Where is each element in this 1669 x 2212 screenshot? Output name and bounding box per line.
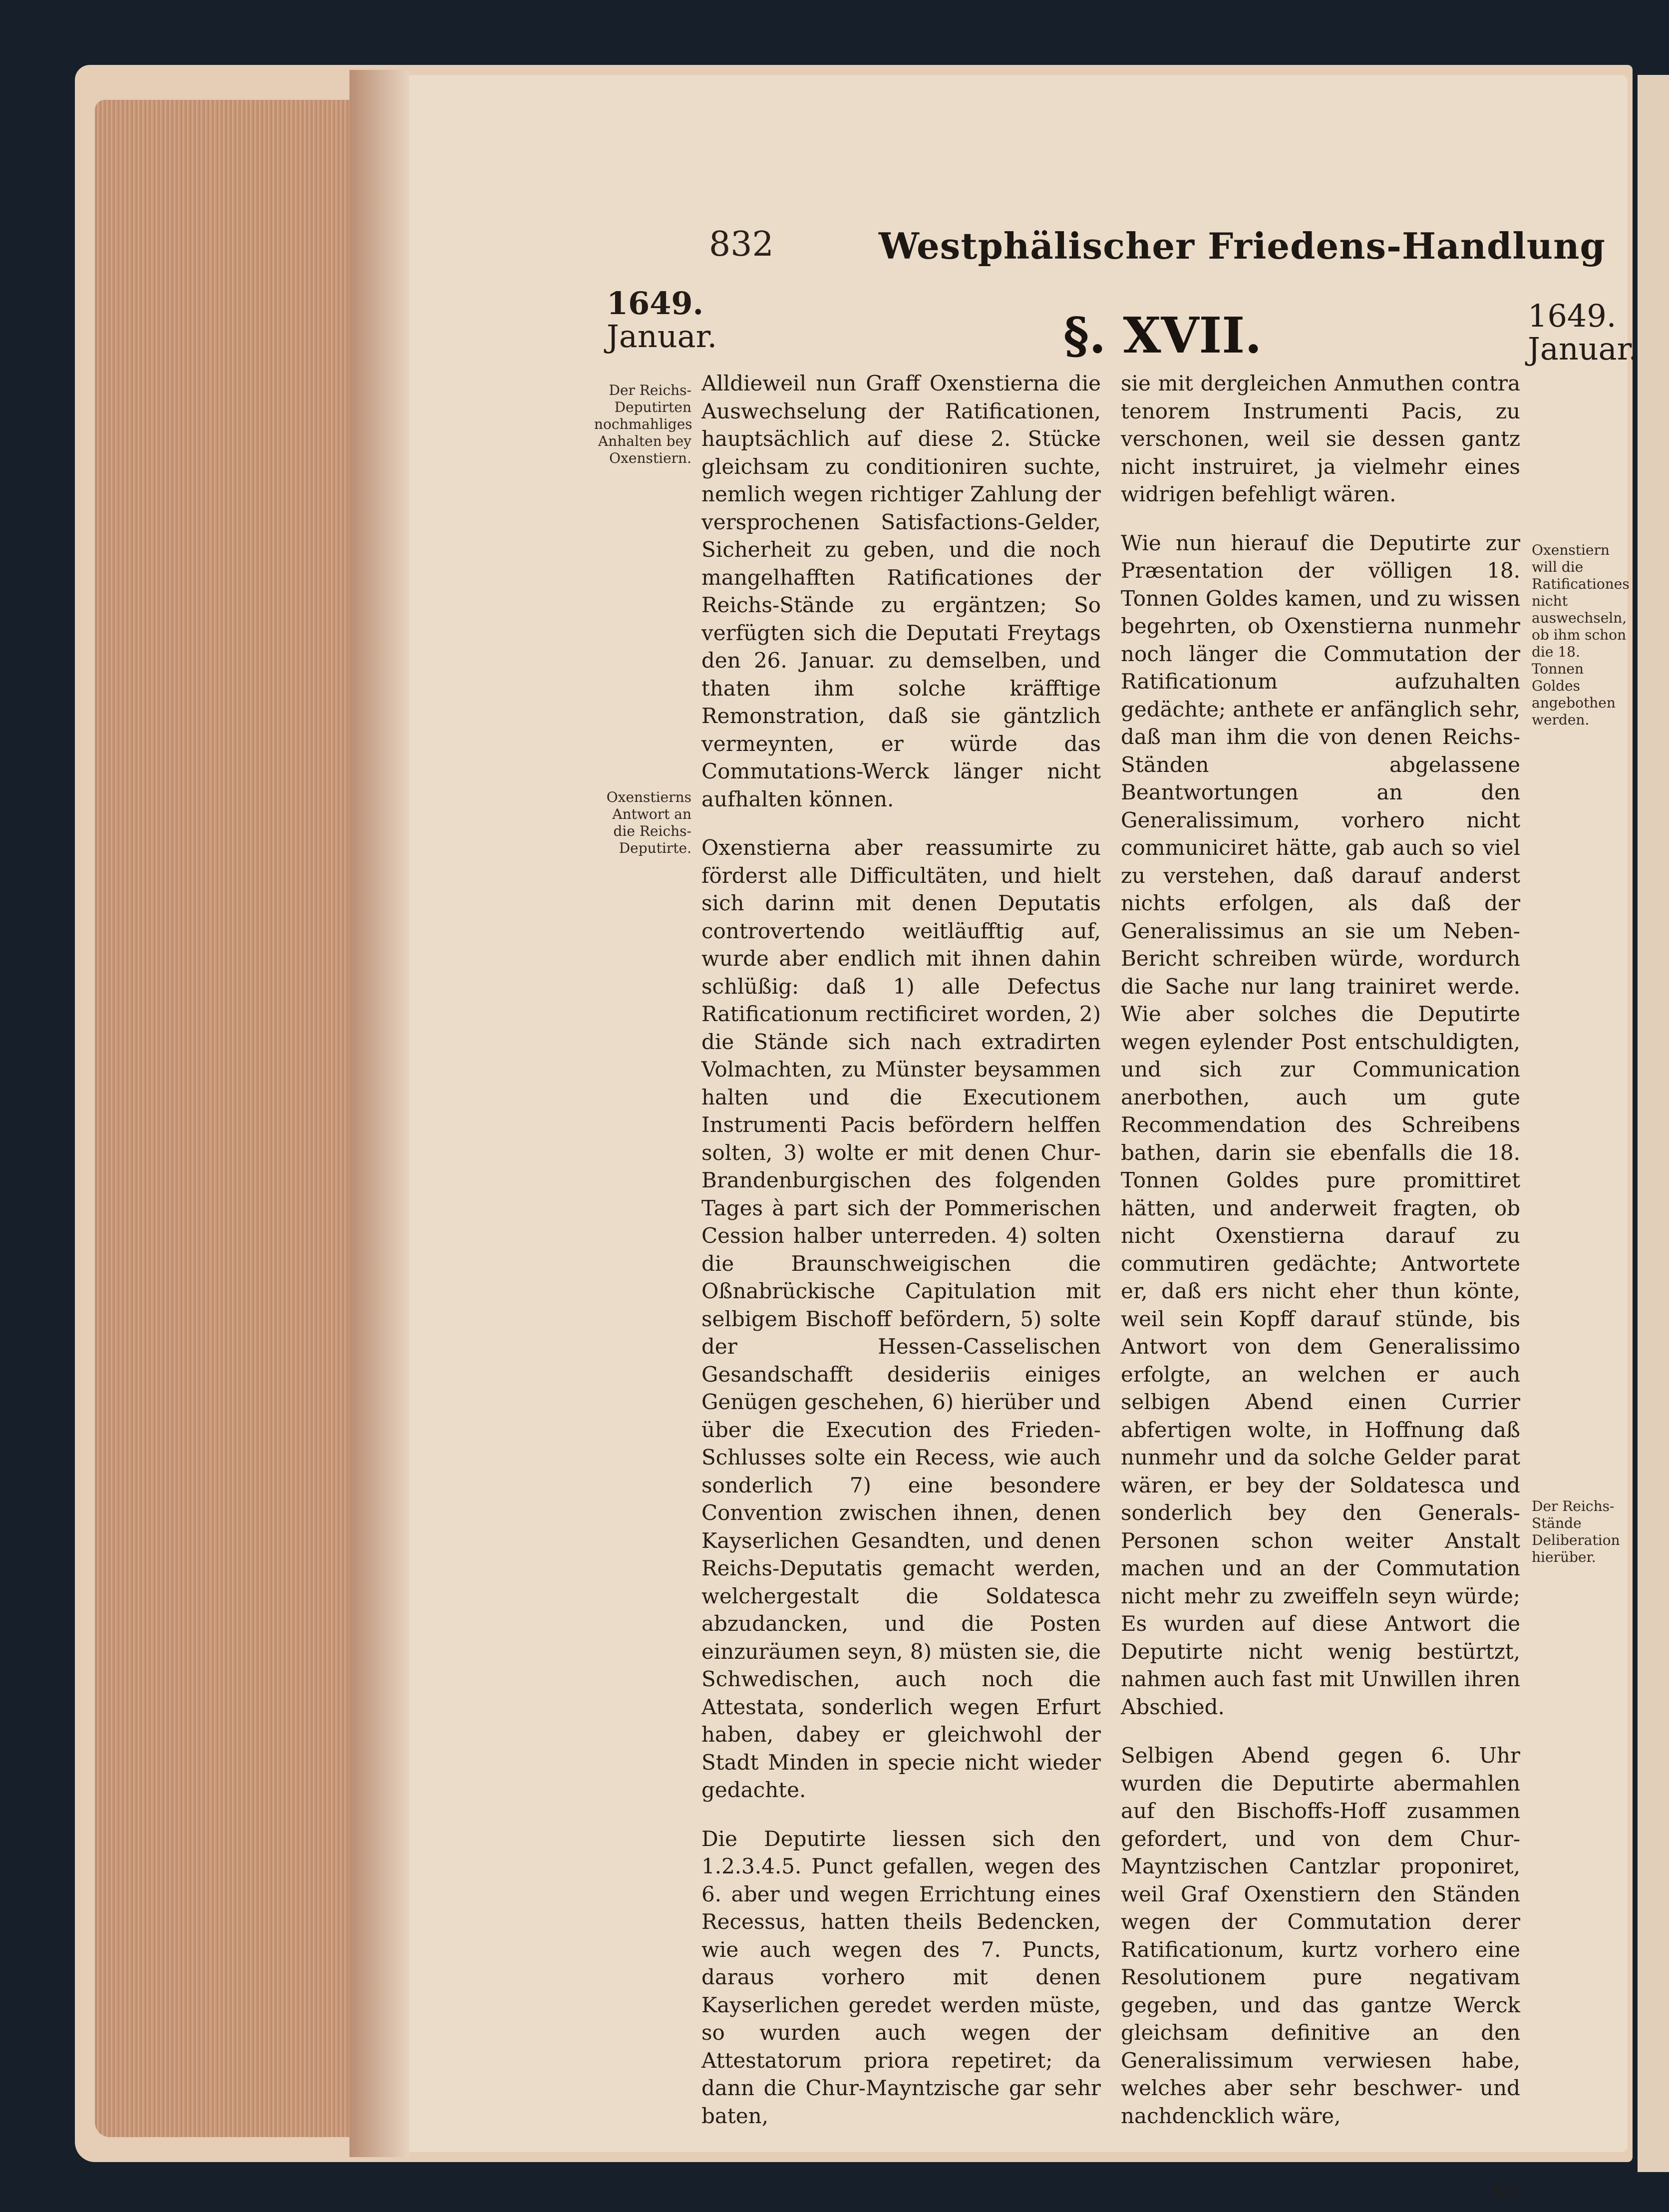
marginal-note: Oxenstierns Antwort an die Reichs-Deputirte. xyxy=(606,789,691,856)
next-page-edge xyxy=(1638,75,1669,2172)
paragraph: sie mit dergleichen Anmuthen contra tenorem Instrumenti Pacis, zu verschonen, weil sie dessen gantz nicht instruiret, ja vielmehr eines widrigen befehligt wären. xyxy=(1121,371,1520,506)
date-left xyxy=(607,287,717,353)
gutter-shadow xyxy=(349,70,409,2157)
book-fore-edge xyxy=(95,100,354,2137)
text-column-right xyxy=(1121,369,1520,2151)
marginal-note: Oxenstiern will die Ratificationes nicht auswechseln, ob ihm schon die 18. Tonnen Goldes angebothen werden. xyxy=(1532,542,1630,728)
text-column-left xyxy=(701,369,1101,2151)
marginal-note: Der Reichs-Deputirten nochmahliges Anhalten bey Oxenstiern. xyxy=(594,382,692,466)
month-right: Januar. xyxy=(1528,331,1639,367)
month-left: Januar. xyxy=(607,318,717,355)
year-left: 1649. xyxy=(607,285,704,322)
running-title: Westphälischer Friedens-Handlung xyxy=(879,225,1606,267)
paragraph: Oxenstierna aber reassumirte zu förderst alle Difficultäten, und hielt sich darinn mit denen Deputatis controvertendo weitläufftig auf, wurde aber endlich mit ihnen dahin schlüßig: daß 1) alle Defectus Ratificationum rectificiret worden, 2) die Stände sich nach extradirten Volmachten, zu Münster beysammen halten und die Executionem Instrumenti Pacis befördern helffen solten, 3) wolte er mit denen Chur-Brandenburgischen des folgenden Tages à part sich der Pommerischen Cession halber unterreden. 4) solten die Braunschweigischen die Oßnabrückische Capitulation mit selbigem Bischoff befördern, 5) solte der Hessen-Casselischen Gesandschafft desideriis einiges Genügen geschehen, 6) hierüber und über die Execution des Frieden-Schlusses solte ein Recess, wie auch sonderlich 7) eine besondere Convention zwischen ihnen, denen Kayserlichen Gesandten, und denen Reichs-Deputatis gemacht werden, welchergestalt die Soldatesca abzudancken, und die Posten einzuräumen seyn, 8) müsten sie, die Schwedischen, auch noch die Attestata, sonderlich wegen Erfurt haben, dabey er gleichwohl der Stadt Minden in specie nicht wieder gedachte. xyxy=(701,835,1101,1802)
paragraph: Wie nun hierauf die Deputirte zur Præsentation der völligen 18. Tonnen Goldes kamen, und zu wissen begehrten, ob Oxenstierna nunmehr noch länger die Commutation der Ratificationum aufzuhalten gedächte; anthete er anfänglich sehr, daß man ihm die von denen Reichs-Ständen abgelassene Beantwortungen an den Generalissimum, vorhero nicht communiciret hätte, gab auch so viel zu verstehen, daß darauf anderst nichts erfolgen, als daß der Generalissimus an sie um Neben-Bericht schreiben würde, wordurch die Sache nur lang trainiret werde. Wie aber solches die Deputirte wegen eylender Post entschuldigten, und sich zur Communication anerbothen, auch um gute Recommendation des Schreibens bathen, darin sie ebenfalls die 18. Tonnen Goldes pure promittiret hätten, und anderweit fragten, ob nicht Oxenstierna darauf zu commutiren gedächte; Antwortete er, daß ers nicht eher thun könte, weil sein Kopff darauf stünde, bis Antwort von dem Generalissimo erfolgte, an welchen er auch selbigen Abend einen Currier abfertigen wolte, in Hoffnung daß nunmehr und da solche Gelder parat wären, er bey der Soldatesca und sonderlich bey den Generals-Personen schon weiter Anstalt machen und an der Commutation nicht mehr zu zweiffeln seyn würde; Es wurden auf diese Antwort die Deputirte nicht wenig bestürtzt, nahmen auch fast mit Unwillen ihren Abschied. xyxy=(1121,530,1520,1719)
section-heading: §. XVII. xyxy=(1063,307,1262,365)
catchword: so xyxy=(1493,2177,1516,2202)
paragraph: Die Deputirte liessen sich den 1.2.3.4.5. Punct gefallen, wegen des 6. aber und wegen Errichtung eines Recessus, hatten theils Bedencken, wie auch wegen des 7. Puncts, daraus vorhero mit denen Kayserlichen geredet werden müste, so wurden auch wegen der Attestatorum priora repetiret; da dann die Chur-Mayntzische gar sehr baten, xyxy=(701,1826,1101,2128)
paragraph: Alldieweil nun Graff Oxenstierna die Auswechselung der Ratificationen, hauptsächlich auf diese 2. Stücke gleichsam zu conditioniren suchte, nemlich wegen richtiger Zahlung der versprochenen Satisfactions-Gelder, Sicherheit zu geben, und die noch mangelhafften Ratificationes der Reichs-Stände zu ergäntzen; So verfügten sich die Deputati Freytags den 26. Januar. zu demselben, und thaten ihm solche kräfftige Remonstration, daß sie gäntzlich vermeynten, er würde das Commutations-Werck länger nicht aufhalten können. xyxy=(701,371,1101,811)
marginal-note: Der Reichs-Stände Deliberation hierüber. xyxy=(1532,1498,1620,1565)
date-right xyxy=(1528,300,1638,366)
page-number: 832 xyxy=(709,225,774,264)
year-right: 1649. xyxy=(1528,298,1617,334)
paragraph: Selbigen Abend gegen 6. Uhr wurden die Deputirte abermahlen auf den Bischoffs-Hoff zusammen gefordert, und von dem Chur-Mayntzischen Cantzlar proponiret, weil Graf Oxenstiern den Ständen wegen der Commutation derer Ratificationum, kurtz vorhero eine Resolutionem pure negativam gegeben, und das gantze Werck gleichsam definitive an den Generalissimum verwiesen habe, welches aber sehr beschwer- und nachdencklich wäre, xyxy=(1121,1743,1520,2128)
page-header xyxy=(0,225,1669,280)
